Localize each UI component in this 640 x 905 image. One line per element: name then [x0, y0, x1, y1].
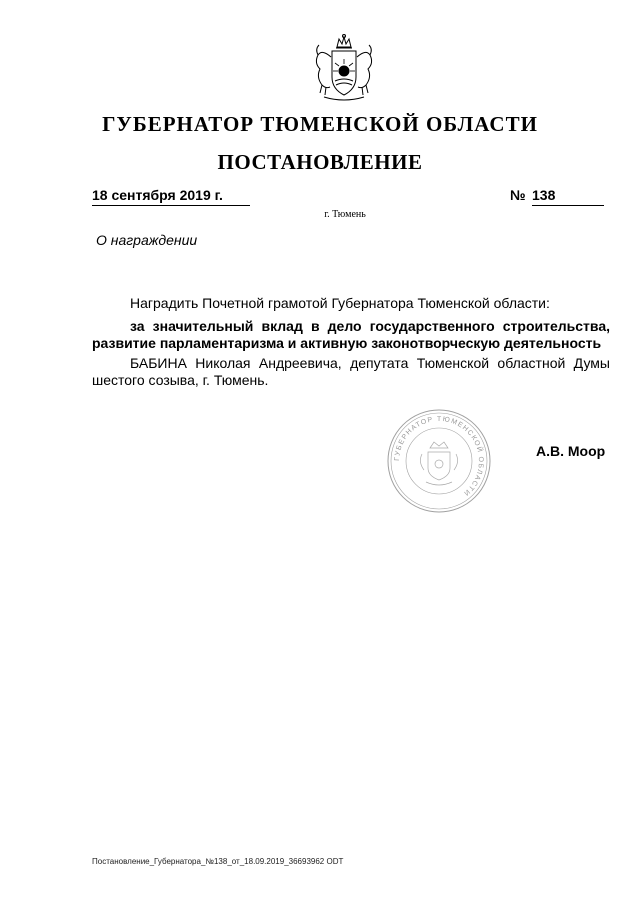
document-subject: О награждении — [96, 232, 198, 248]
document-date: 18 сентября 2019 г. — [92, 187, 250, 206]
footer-filename: Постановление_Губернатора_№138_от_18.09.2019_36693962 ODT — [92, 857, 344, 866]
document-number: 138 — [532, 187, 604, 206]
award-paragraph: Наградить Почетной грамотой Губернатора Тюменской области: — [130, 295, 550, 311]
merit-paragraph: за значительный вклад в дело государственного строительства, развитие парламентаризма и активную законотворческую деятельность — [92, 318, 610, 351]
signatory-name: А.В. Моор — [536, 443, 606, 459]
coat-of-arms-icon — [304, 33, 384, 103]
issuer-title: ГУБЕРНАТОР ТЮМЕНСКОЙ ОБЛАСТИ — [102, 112, 538, 136]
document-number-sign: № — [510, 187, 526, 203]
document-type-title: ПОСТАНОВЛЕНИЕ — [217, 150, 423, 174]
official-seal-icon — [386, 408, 492, 514]
awardee-paragraph: БАБИНА Николая Андреевича, депутата Тюменской областной Думы шестого созыва, г. Тюмень. — [92, 355, 610, 388]
document-city: г. Тюмень — [324, 209, 366, 220]
seal-ring-text: ГУБЕРНАТОР ТЮМЕНСКОЙ ОБЛАСТИ — [393, 415, 485, 498]
